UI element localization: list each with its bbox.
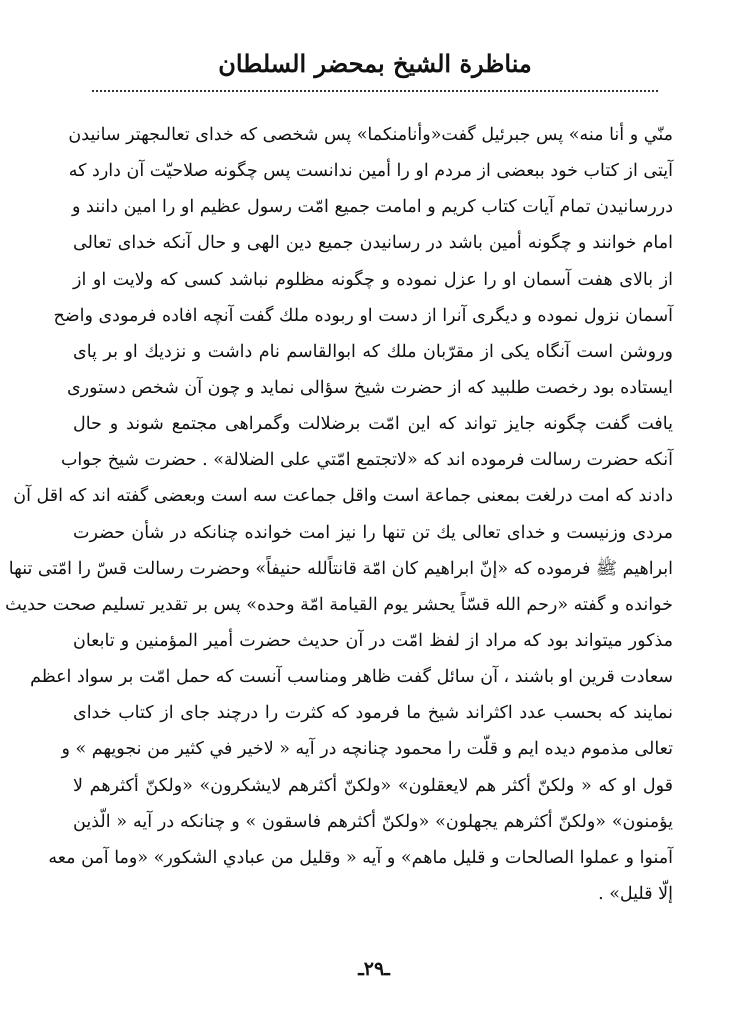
text-line: از بالاى هفت آسمان او را عزل نموده و چگونه مظلوم نباشد كسى كه ولايت او از (73, 269, 673, 290)
text-line: قول او كه « ولكنّ أكثر هم لايعقلون» «ولكنّ أكثرهم لايشكرون» «ولكنّ أكثرهم لا (73, 775, 673, 796)
text-line: آنكه حضرت رسالت فرموده اند كه «لاتجتمع امّتي على الضلالة» . حضرت شيخ جواب (60, 450, 673, 471)
text-line: مذكور ميتواند بود كه مراد از لفظ امّت در آن حديث حضرت أمير المؤمنين و تابعان (73, 630, 673, 651)
text-line: يافت گفت چگونه جايز تواند كه اين امّت برضلالت وگمراهى مجتمع شوند و حال (73, 414, 673, 435)
text-line: سعادت قرين او باشند ، آن سائل گفت ظاهر ومناسب آنست كه حمل امّت بر سواد اعظم (30, 667, 673, 688)
text-line: ايستاده بود رخصت طلبيد كه از حضرت شيخ سؤالى نمايد و چون آن شخص دستورى (66, 377, 673, 398)
text-line: دررسانيدن تمام آيات كتاب كريم و امامت جميع امّت رسول عظيم او را امين دانند و (72, 197, 673, 218)
text-line: وروشن است آنگاه يكى از مقرّبان ملك كه ابوالقاسم نام داشت و نزديك او بر پاى (73, 341, 673, 362)
text-line: إلّا قليل» . (598, 883, 673, 904)
page-number: ـ٢٩ـ (358, 958, 390, 980)
text-line: منّي و أنا منه» پس جبرئيل گفت«وأنامنكما» پس شخصى كه خداى تعالىجهتر سانيدن (68, 125, 673, 145)
text-line: امام خوانند و چگونه أمين باشد در رسانيدن جميع دين الهى و حال آنكه خداى تعالى (73, 233, 673, 254)
text-line: آمنوا و عملوا الصالحات و قليل ماهم» و آيه « وقليل من عبادي الشكور» «وما آمن معه (48, 847, 673, 868)
text-line: نمايند كه بحسب عدد اكثراند شيخ ما فرمود كه كثرت را درچند جاى از كتاب خداى (73, 703, 673, 724)
header-dotted-rule (92, 90, 658, 92)
text-line: يؤمنون» «ولكنّ أكثرهم يجهلون» «ولكنّ أكثرهم فاسقون » و چنانكه در آيه « الّذين (73, 811, 673, 832)
text-line: ابراهيم ﷺ فرموده كه «إنّ ابراهيم كان امّة قانتاًلله حنيفاً» وحضرت رسالت قسّ را امّتى تنها (8, 558, 673, 579)
page-header-title: مناظرة الشيخ بمحضر السلطان (218, 49, 532, 78)
text-line: خوانده و گفته «رحم الله قسّاً يحشر يوم القيامة امّة وحده» پس بر تقدير تسليم صحت حديث (5, 594, 673, 615)
text-line: تعالى مذموم ديده ايم و قلّت را محمود چنانچه در آيه « لاخير في كثير من نجويهم » و (61, 739, 673, 760)
text-line: آسمان نزول نموده و ديگرى آنرا از دست او ربوده ملك گفت آنچه افاده فرمودى واضح (53, 305, 673, 326)
text-line: مردى وزنيست و خداى تعالى يك تن تنها را نيز امت خوانده چنانكه در شأن حضرت (73, 522, 673, 543)
text-line: آيتى از كتاب خود ببعضى از مردم او را أمين ندانست پس چگونه صلاحيّت آن دارد كه (68, 161, 673, 182)
body-text (5, 117, 673, 912)
text-line: دادند كه امت درلغت بمعنى جماعة است واقل جماعت سه است وبعضى گفته اند كه اقل آن (13, 486, 673, 507)
